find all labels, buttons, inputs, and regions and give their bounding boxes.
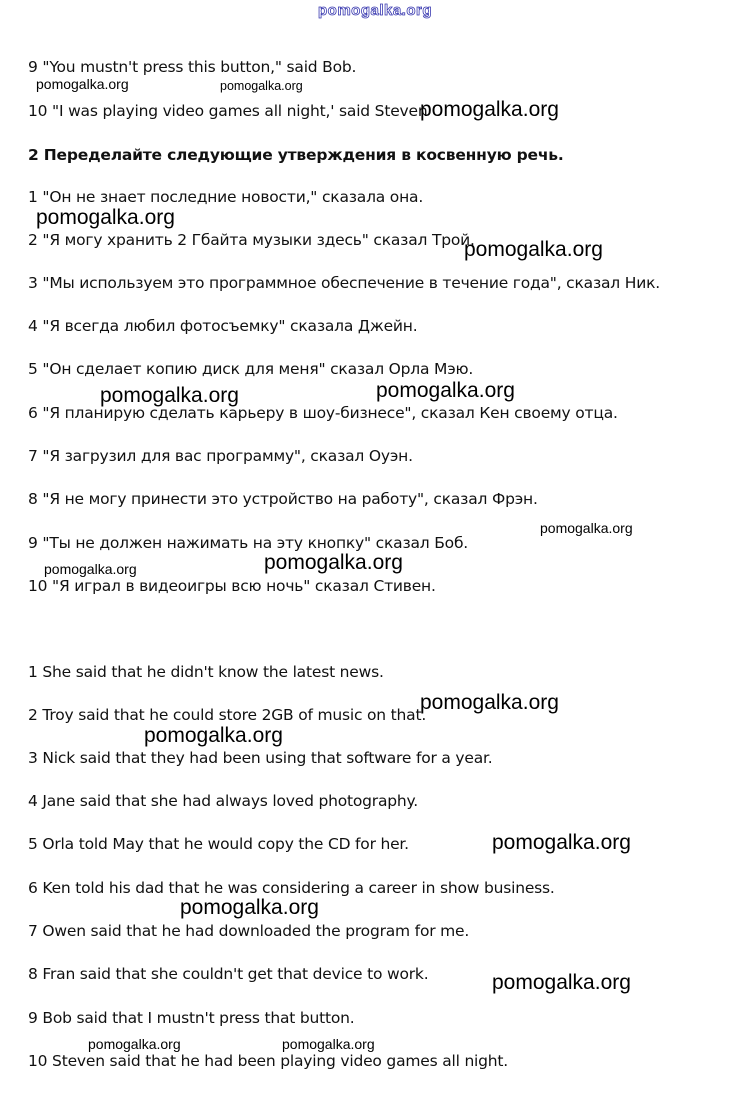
answer-line-4: 4 Jane said that she had always loved photography. [28, 792, 419, 810]
watermark: pomogalka.org [220, 79, 303, 93]
russian-line-10: 10 "Я играл в видеоигры всю ночь" сказал Стивен. [28, 577, 436, 595]
watermark: pomogalka.org [36, 76, 129, 92]
answer-line-9: 9 Bob said that I mustn't press that button. [28, 1009, 355, 1027]
header-watermark: pomogalka.org [318, 2, 433, 19]
russian-line-8: 8 "Я не могу принести это устройство на работу", сказал Фрэн. [28, 490, 538, 508]
russian-line-6: 6 "Я планирую сделать карьеру в шоу-бизнесе", сказал Кен своему отца. [28, 404, 618, 422]
answer-line-1: 1 She said that he didn't know the latest news. [28, 663, 384, 681]
watermark: pomogalka.org [44, 561, 137, 577]
russian-line-4: 4 "Я всегда любил фотосъемку" сказала Джейн. [28, 317, 418, 335]
task-2-heading: 2 Переделайте следующие утверждения в косвенную речь. [28, 146, 564, 164]
answer-line-3: 3 Nick said that they had been using that software for a year. [28, 749, 493, 767]
watermark: pomogalka.org [282, 1036, 375, 1052]
answer-line-8: 8 Fran said that she couldn't get that device to work. [28, 965, 429, 983]
russian-line-3: 3 "Мы используем это программное обеспечение в течение года", сказал Ник. [28, 274, 660, 292]
watermark: pomogalka.org [492, 971, 631, 994]
watermark: pomogalka.org [420, 691, 559, 714]
watermark: pomogalka.org [420, 98, 559, 121]
watermark: pomogalka.org [88, 1036, 181, 1052]
watermark: pomogalka.org [540, 520, 633, 536]
watermark: pomogalka.org [36, 206, 175, 229]
watermark: pomogalka.org [492, 831, 631, 854]
watermark: pomogalka.org [144, 724, 283, 747]
exercise-line-10: 10 "I was playing video games all night,' said Steven [28, 102, 428, 120]
watermark: pomogalka.org [376, 379, 515, 402]
watermark: pomogalka.org [264, 551, 403, 574]
watermark: pomogalka.org [180, 896, 319, 919]
answer-line-2: 2 Troy said that he could store 2GB of music on that. [28, 706, 427, 724]
russian-line-1: 1 "Он не знает последние новости," сказала она. [28, 188, 424, 206]
russian-line-5: 5 "Он сделает копию диск для меня" сказал Орла Мэю. [28, 360, 474, 378]
answer-line-10: 10 Steven said that he had been playing video games all night. [28, 1052, 509, 1070]
answer-line-6: 6 Ken told his dad that he was considering a career in show business. [28, 879, 555, 897]
watermark: pomogalka.org [100, 384, 239, 407]
answer-line-7: 7 Owen said that he had downloaded the program for me. [28, 922, 470, 940]
exercise-line-9: 9 "You mustn't press this button," said Bob. [28, 58, 357, 76]
russian-line-7: 7 "Я загрузил для вас программу", сказал Оуэн. [28, 447, 413, 465]
russian-line-9: 9 "Ты не должен нажимать на эту кнопку" сказал Боб. [28, 534, 469, 552]
answer-line-5: 5 Orla told May that he would copy the CD for her. [28, 835, 409, 853]
russian-line-2: 2 "Я могу хранить 2 Гбайта музыки здесь" сказал Трой. [28, 231, 475, 249]
watermark: pomogalka.org [464, 238, 603, 261]
